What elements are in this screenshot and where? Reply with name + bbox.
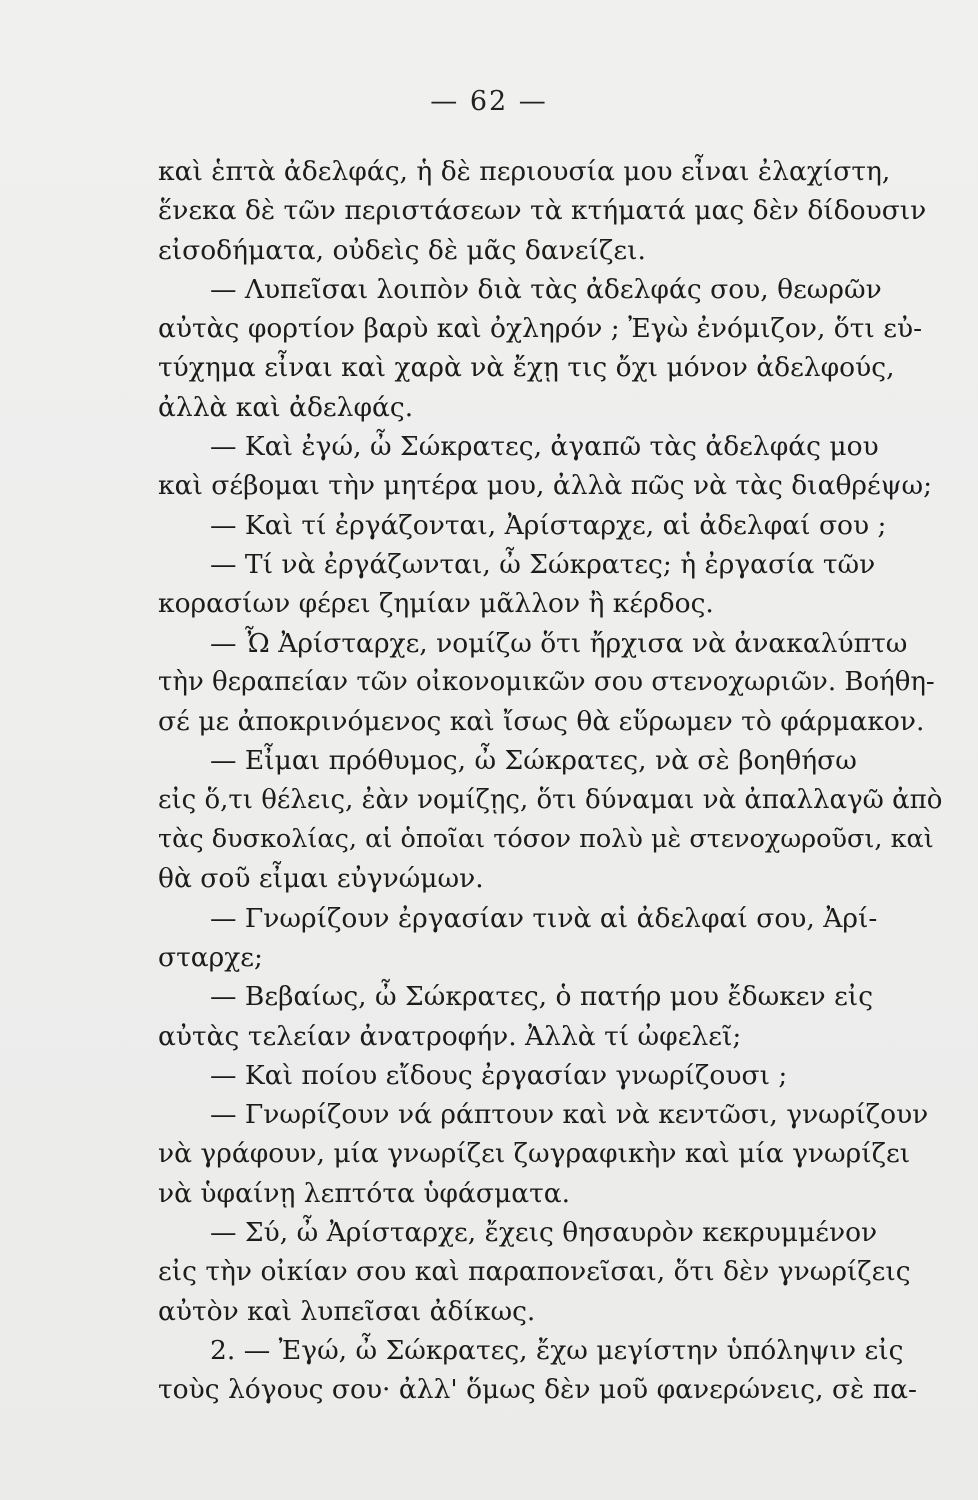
text-line: ἕνεκα δὲ τῶν περιστάσεων τὰ κτήματά μας δὲν δίδουσιν xyxy=(158,195,927,227)
text-line: αὐτὰς τελείαν ἀνατροφήν. Ἀλλὰ τί ὠφελεῖ; xyxy=(158,1020,742,1052)
text-line: — Βεβαίως, ὦ Σώκρατες, ὁ πατήρ μου ἔδωκεν εἰς xyxy=(210,981,874,1013)
text-line: νὰ ὑφαίνῃ λεπτότα ὑφάσματα. xyxy=(158,1177,571,1209)
text-line: — Σύ, ὦ Ἀρίσταρχε, ἔχεις θησαυρὸν κεκρυμμένον xyxy=(210,1217,878,1249)
text-line: αὐτὸν καὶ λυπεῖσαι ἀδίκως. xyxy=(158,1295,536,1327)
text-line: σέ με ἀποκρινόμενος καὶ ἴσως θὰ εὕρωμεν τὸ φάρμακον. xyxy=(158,706,925,738)
text-line: καὶ σέβομαι τὴν μητέρα μου, ἀλλὰ πῶς νὰ τὰς διαθρέψω; xyxy=(158,470,933,502)
text-line: τοὺς λόγους σου· ἀλλ' ὅμως δὲν μοῦ φανερώνεις, σὲ πα- xyxy=(158,1374,917,1406)
text-line: — Τί νὰ ἐργάζωνται, ὦ Σώκρατες; ἡ ἐργασία τῶν xyxy=(210,548,876,580)
text-line: τύχημα εἶναι καὶ χαρὰ νὰ ἔχῃ τις ὄχι μόνον ἀδελφούς, xyxy=(158,352,895,384)
text-line: τὰς δυσκολίας, αἱ ὁποῖαι τόσον πολὺ μὲ στενοχωροῦσι, καὶ xyxy=(158,824,934,855)
text-line: νὰ γράφουν, μία γνωρίζει ζωγραφικὴν καὶ μία γνωρίζει xyxy=(158,1138,911,1170)
text-line: — Καὶ ἐγώ, ὦ Σώκρατες, ἀγαπῶ τὰς ἀδελφάς μου xyxy=(210,431,879,463)
page-number: — 62 — xyxy=(430,86,548,117)
text-line: θὰ σοῦ εἶμαι εὐγνώμων. xyxy=(158,863,484,895)
text-line: — Γνωρίζουν ἐργασίαν τινὰ αἱ ἀδελφαί σου, Ἀρί- xyxy=(210,902,878,934)
text-line: — Γνωρίζουν νά ράπτουν καὶ νὰ κεντῶσι, γνωρίζουν xyxy=(210,1099,929,1131)
text-line: ἀλλὰ καὶ ἀδελφάς. xyxy=(158,391,414,423)
text-line: σταρχε; xyxy=(158,941,263,973)
body-text xyxy=(158,152,948,1410)
text-line: εἰσοδήματα, οὐδεὶς δὲ μᾶς δανείζει. xyxy=(158,234,646,266)
text-line: 2. — Ἐγώ, ὦ Σώκρατες, ἔχω μεγίστην ὑπόληψιν εἰς xyxy=(210,1334,904,1366)
text-line: — Ὦ Ἀρίσταρχε, νομίζω ὅτι ἤρχισα νὰ ἀνακαλύπτω xyxy=(210,627,908,659)
text-line: — Καὶ ποίου εἴδους ἐργασίαν γνωρίζουσι ; xyxy=(210,1059,788,1091)
text-line: καὶ ἑπτὰ ἀδελφάς, ἡ δὲ περιουσία μου εἶναι ἐλαχίστη, xyxy=(158,156,891,187)
text-line: — Λυπεῖσαι λοιπὸν διὰ τὰς ἀδελφάς σου, θεωρῶν xyxy=(210,273,882,305)
text-line: — Καὶ τί ἐργάζονται, Ἀρίσταρχε, αἱ ἀδελφαί σου ; xyxy=(210,509,887,541)
text-line: κορασίων φέρει ζημίαν μᾶλλον ἢ κέρδος. xyxy=(158,588,714,620)
text-line: — Εἶμαι πρόθυμος, ὦ Σώκρατες, νὰ σὲ βοηθήσω xyxy=(210,745,857,777)
text-line: αὐτὰς φορτίον βαρὺ καὶ ὀχληρόν ; Ἐγὼ ἐνόμιζον, ὅτι εὐ- xyxy=(158,313,923,345)
text-line: εἰς ὅ,τι θέλεις, ἐὰν νομίζῃς, ὅτι δύναμαι νὰ ἀπαλλαγῶ ἀπὸ xyxy=(158,784,943,815)
text-line: τὴν θεραπείαν τῶν οἰκονομικῶν σου στενοχωριῶν. Βοήθη- xyxy=(158,666,935,697)
text-line: εἰς τὴν οἰκίαν σου καὶ παραπονεῖσαι, ὅτι δὲν γνωρίζεις xyxy=(158,1256,911,1288)
